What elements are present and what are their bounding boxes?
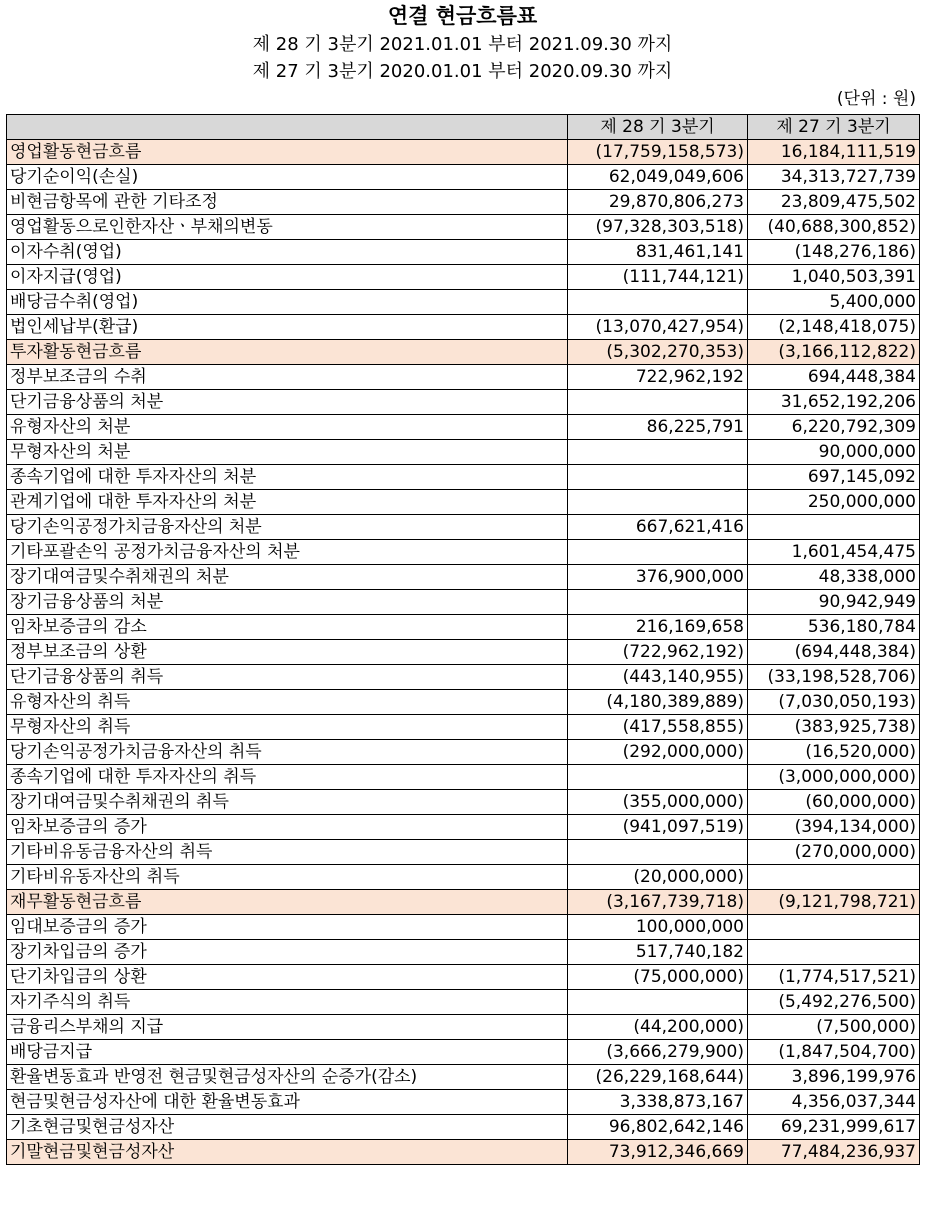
row-current-value <box>568 840 748 865</box>
header-prior-period: 제 27 기 3분기 <box>748 115 920 140</box>
row-label: 임대보증금의 증가 <box>7 915 568 940</box>
row-current-value: (941,097,519) <box>568 815 748 840</box>
table-row <box>7 865 920 890</box>
row-current-value: 96,802,642,146 <box>568 1115 748 1140</box>
row-prior-value: (5,492,276,500) <box>748 990 920 1015</box>
table-row <box>7 315 920 340</box>
row-label: 무형자산의 취득 <box>7 715 568 740</box>
row-prior-value: 5,400,000 <box>748 290 920 315</box>
row-label: 정부보조금의 수취 <box>7 365 568 390</box>
header-label <box>7 115 568 140</box>
row-prior-value: 48,338,000 <box>748 565 920 590</box>
row-current-value: (722,962,192) <box>568 640 748 665</box>
row-current-value: (4,180,389,889) <box>568 690 748 715</box>
row-prior-value: (148,276,186) <box>748 240 920 265</box>
row-label: 유형자산의 처분 <box>7 415 568 440</box>
row-current-value: (111,744,121) <box>568 265 748 290</box>
row-current-value: (355,000,000) <box>568 790 748 815</box>
row-prior-value: 694,448,384 <box>748 365 920 390</box>
table-row <box>7 890 920 915</box>
row-current-value: (26,229,168,644) <box>568 1065 748 1090</box>
row-prior-value: 31,652,192,206 <box>748 390 920 415</box>
row-prior-value <box>748 515 920 540</box>
header-current-period: 제 28 기 3분기 <box>568 115 748 140</box>
row-current-value: 722,962,192 <box>568 365 748 390</box>
row-prior-value: 4,356,037,344 <box>748 1090 920 1115</box>
row-label: 유형자산의 취득 <box>7 690 568 715</box>
row-label: 단기차입금의 상환 <box>7 965 568 990</box>
row-current-value: 667,621,416 <box>568 515 748 540</box>
row-current-value: (20,000,000) <box>568 865 748 890</box>
table-row <box>7 440 920 465</box>
row-current-value <box>568 290 748 315</box>
row-current-value: 216,169,658 <box>568 615 748 640</box>
row-current-value: (5,302,270,353) <box>568 340 748 365</box>
table-row <box>7 240 920 265</box>
row-current-value: (97,328,303,518) <box>568 215 748 240</box>
table-row <box>7 765 920 790</box>
row-prior-value: (9,121,798,721) <box>748 890 920 915</box>
row-prior-value <box>748 940 920 965</box>
row-current-value: 517,740,182 <box>568 940 748 965</box>
row-prior-value: 23,809,475,502 <box>748 190 920 215</box>
row-label: 장기금융상품의 처분 <box>7 590 568 615</box>
row-label: 단기금융상품의 취득 <box>7 665 568 690</box>
table-row <box>7 940 920 965</box>
row-label: 종속기업에 대한 투자자산의 처분 <box>7 465 568 490</box>
table-row <box>7 690 920 715</box>
table-row <box>7 365 920 390</box>
row-prior-value: 1,040,503,391 <box>748 265 920 290</box>
period-current: 제 28 기 3분기 2021.01.01 부터 2021.09.30 까지 <box>252 34 673 55</box>
row-label: 영업활동으로인한자산ㆍ부채의변동 <box>7 215 568 240</box>
table-row <box>7 590 920 615</box>
table-row <box>7 1140 920 1165</box>
row-current-value: (3,666,279,900) <box>568 1040 748 1065</box>
unit-label: (단위 : 원) <box>836 89 916 109</box>
row-prior-value: (2,148,418,075) <box>748 315 920 340</box>
table-row <box>7 515 920 540</box>
row-label: 기타포괄손익 공정가치금융자산의 처분 <box>7 540 568 565</box>
row-label: 당기손익공정가치금융자산의 취득 <box>7 740 568 765</box>
row-current-value: (17,759,158,573) <box>568 140 748 165</box>
table-row <box>7 640 920 665</box>
row-label: 장기차입금의 증가 <box>7 940 568 965</box>
row-label: 기타비유동자산의 취득 <box>7 865 568 890</box>
row-current-value: 62,049,049,606 <box>568 165 748 190</box>
table-row <box>7 1040 920 1065</box>
row-label: 장기대여금및수취채권의 취득 <box>7 790 568 815</box>
table-row <box>7 290 920 315</box>
row-label: 이자수취(영업) <box>7 240 568 265</box>
row-label: 당기순이익(손실) <box>7 165 568 190</box>
table-row <box>7 215 920 240</box>
table-row <box>7 165 920 190</box>
row-prior-value: 250,000,000 <box>748 490 920 515</box>
row-prior-value: (383,925,738) <box>748 715 920 740</box>
row-label: 임차보증금의 감소 <box>7 615 568 640</box>
row-label: 관계기업에 대한 투자자산의 처분 <box>7 490 568 515</box>
row-current-value: 376,900,000 <box>568 565 748 590</box>
row-current-value: 3,338,873,167 <box>568 1090 748 1115</box>
table-row <box>7 1090 920 1115</box>
table-row <box>7 465 920 490</box>
row-prior-value: (60,000,000) <box>748 790 920 815</box>
row-current-value <box>568 590 748 615</box>
row-label: 금융리스부채의 지급 <box>7 1015 568 1040</box>
row-prior-value: (694,448,384) <box>748 640 920 665</box>
row-current-value: 831,461,141 <box>568 240 748 265</box>
row-prior-value: (7,030,050,193) <box>748 690 920 715</box>
header-row <box>7 115 920 140</box>
row-current-value <box>568 540 748 565</box>
row-label: 배당금지급 <box>7 1040 568 1065</box>
row-label: 기말현금및현금성자산 <box>7 1140 568 1165</box>
row-label: 법인세납부(환급) <box>7 315 568 340</box>
row-current-value <box>568 490 748 515</box>
row-label: 비현금항목에 관한 기타조정 <box>7 190 568 215</box>
row-label: 투자활동현금흐름 <box>7 340 568 365</box>
row-prior-value <box>748 915 920 940</box>
table-row <box>7 340 920 365</box>
row-current-value: 86,225,791 <box>568 415 748 440</box>
table-row <box>7 415 920 440</box>
table-row <box>7 140 920 165</box>
row-label: 종속기업에 대한 투자자산의 취득 <box>7 765 568 790</box>
row-current-value: (443,140,955) <box>568 665 748 690</box>
table-row <box>7 190 920 215</box>
row-prior-value: (40,688,300,852) <box>748 215 920 240</box>
row-prior-value: 69,231,999,617 <box>748 1115 920 1140</box>
row-current-value <box>568 765 748 790</box>
row-prior-value: (7,500,000) <box>748 1015 920 1040</box>
row-label: 현금및현금성자산에 대한 환율변동효과 <box>7 1090 568 1115</box>
table-row <box>7 390 920 415</box>
row-label: 장기대여금및수취채권의 처분 <box>7 565 568 590</box>
row-label: 무형자산의 처분 <box>7 440 568 465</box>
statement-title: 연결 현금흐름표 <box>387 4 538 28</box>
row-label: 기타비유동금융자산의 취득 <box>7 840 568 865</box>
row-prior-value: (1,774,517,521) <box>748 965 920 990</box>
row-prior-value: (394,134,000) <box>748 815 920 840</box>
row-prior-value: 1,601,454,475 <box>748 540 920 565</box>
row-label: 당기손익공정가치금융자산의 처분 <box>7 515 568 540</box>
table-row <box>7 490 920 515</box>
row-current-value <box>568 465 748 490</box>
row-current-value: (417,558,855) <box>568 715 748 740</box>
row-current-value: (292,000,000) <box>568 740 748 765</box>
row-label: 정부보조금의 상환 <box>7 640 568 665</box>
row-label: 영업활동현금흐름 <box>7 140 568 165</box>
row-prior-value: (270,000,000) <box>748 840 920 865</box>
row-prior-value <box>748 865 920 890</box>
table-row <box>7 815 920 840</box>
table-row <box>7 665 920 690</box>
table-row <box>7 915 920 940</box>
row-current-value: 73,912,346,669 <box>568 1140 748 1165</box>
row-label: 기초현금및현금성자산 <box>7 1115 568 1140</box>
table-row <box>7 740 920 765</box>
table-row <box>7 790 920 815</box>
row-label: 단기금융상품의 처분 <box>7 390 568 415</box>
row-label: 자기주식의 취득 <box>7 990 568 1015</box>
cash-flow-table <box>6 114 920 1165</box>
table-row <box>7 565 920 590</box>
row-prior-value: 697,145,092 <box>748 465 920 490</box>
row-label: 이자지급(영업) <box>7 265 568 290</box>
row-current-value <box>568 990 748 1015</box>
table-row <box>7 265 920 290</box>
table-row <box>7 1115 920 1140</box>
row-prior-value: 536,180,784 <box>748 615 920 640</box>
row-label: 환율변동효과 반영전 현금및현금성자산의 순증가(감소) <box>7 1065 568 1090</box>
row-prior-value: 16,184,111,519 <box>748 140 920 165</box>
row-label: 배당금수취(영업) <box>7 290 568 315</box>
table-row <box>7 1065 920 1090</box>
row-current-value: (13,070,427,954) <box>568 315 748 340</box>
row-prior-value: 90,942,949 <box>748 590 920 615</box>
row-current-value <box>568 390 748 415</box>
row-label: 재무활동현금흐름 <box>7 890 568 915</box>
row-prior-value: 90,000,000 <box>748 440 920 465</box>
row-prior-value: (1,847,504,700) <box>748 1040 920 1065</box>
table-row <box>7 615 920 640</box>
row-current-value: (75,000,000) <box>568 965 748 990</box>
row-prior-value: (3,166,112,822) <box>748 340 920 365</box>
table-row <box>7 715 920 740</box>
row-prior-value: (33,198,528,706) <box>748 665 920 690</box>
table-row <box>7 965 920 990</box>
row-current-value <box>568 440 748 465</box>
row-current-value: 29,870,806,273 <box>568 190 748 215</box>
row-label: 임차보증금의 증가 <box>7 815 568 840</box>
row-prior-value: 3,896,199,976 <box>748 1065 920 1090</box>
table-row <box>7 990 920 1015</box>
row-prior-value: 6,220,792,309 <box>748 415 920 440</box>
table-row <box>7 840 920 865</box>
row-current-value: 100,000,000 <box>568 915 748 940</box>
table-row <box>7 1015 920 1040</box>
period-prior: 제 27 기 3분기 2020.01.01 부터 2020.09.30 까지 <box>252 61 673 82</box>
row-prior-value: (3,000,000,000) <box>748 765 920 790</box>
row-current-value: (3,167,739,718) <box>568 890 748 915</box>
row-prior-value: 77,484,236,937 <box>748 1140 920 1165</box>
table-row <box>7 540 920 565</box>
row-current-value: (44,200,000) <box>568 1015 748 1040</box>
row-prior-value: (16,520,000) <box>748 740 920 765</box>
row-prior-value: 34,313,727,739 <box>748 165 920 190</box>
